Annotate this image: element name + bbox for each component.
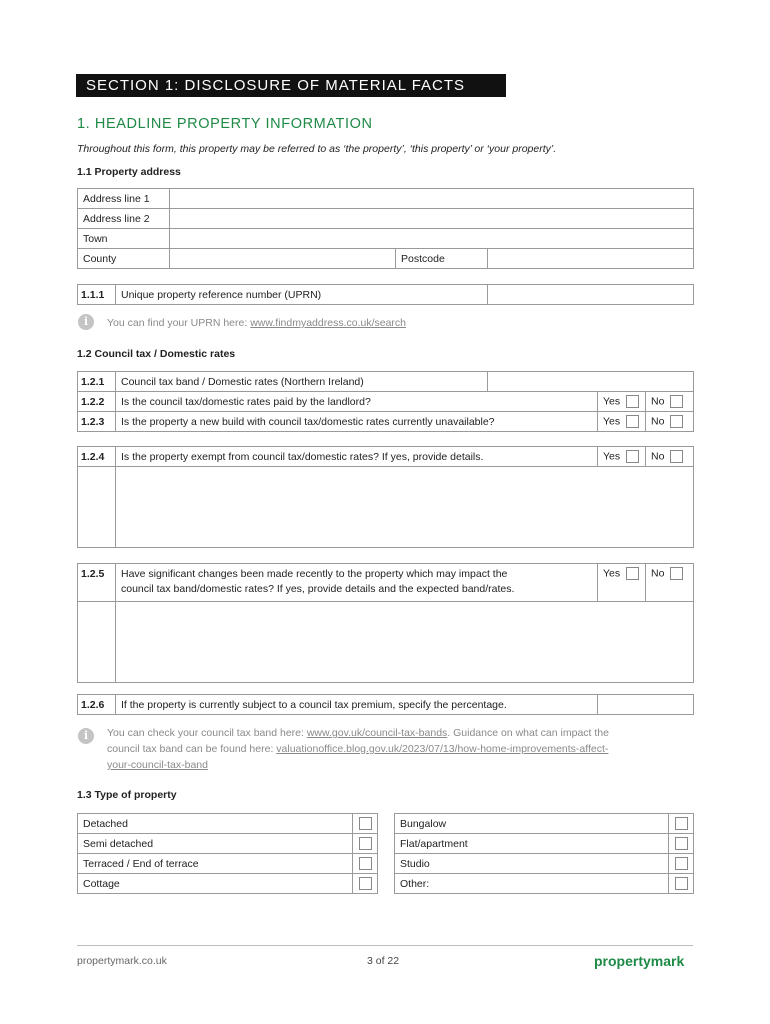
q123-no-checkbox[interactable] (670, 415, 683, 428)
property-type-right (394, 813, 694, 894)
type-flat-checkbox[interactable] (675, 837, 688, 850)
page-number: 3 of 22 (367, 955, 400, 967)
uprn-info-link[interactable]: www.findmyaddress.co.uk/search (250, 317, 407, 329)
q122-yes-checkbox[interactable] (626, 395, 639, 408)
property-type-title: 1.3 Type of property (77, 789, 177, 801)
q124-details-field[interactable] (116, 467, 694, 548)
q125-no-checkbox[interactable] (670, 567, 683, 580)
uprn-label: Unique property reference number (UPRN) (116, 285, 488, 305)
type-terraced-checkbox[interactable] (359, 857, 372, 870)
footer-divider (77, 945, 693, 946)
q125-no: No (646, 564, 694, 602)
property-type-left (77, 813, 378, 894)
q125-yes-checkbox[interactable] (626, 567, 639, 580)
q125-yes: Yes (598, 564, 646, 602)
council-section-title: 1.2 Council tax / Domestic rates (77, 348, 236, 360)
address-row-2 (78, 209, 694, 229)
council-tax-bands-link[interactable]: www.gov.uk/council-tax-bands (306, 727, 448, 739)
town-field[interactable] (170, 229, 694, 249)
q124-yes-checkbox[interactable] (626, 450, 639, 463)
type-terraced-label: Terraced / End of terrace (78, 854, 353, 874)
q124-yes: Yes (598, 447, 646, 467)
q124-no-checkbox[interactable] (670, 450, 683, 463)
q126-label: If the property is currently subject to a council tax premium, specify the percentage. (116, 695, 598, 715)
postcode-field[interactable] (488, 249, 694, 269)
type-bungalow-label: Bungalow (395, 814, 669, 834)
propertymark-logo: propertymark (594, 953, 685, 969)
address-line2-label: Address line 2 (78, 209, 170, 229)
type-studio-checkbox[interactable] (675, 857, 688, 870)
q121-label: Council tax band / Domestic rates (Northern Ireland) (116, 372, 488, 392)
q125-number: 1.2.5 (78, 564, 116, 602)
valuation-office-link-cont[interactable]: your-council-tax-band (107, 759, 208, 771)
type-studio-label: Studio (395, 854, 669, 874)
intro-text: Throughout this form, this property may be referred to as ‘the property’, ‘this property’ or ‘your property’. (77, 143, 557, 155)
q124-number: 1.2.4 (78, 447, 116, 467)
footer-site[interactable]: propertymark.co.uk (77, 955, 167, 967)
page-heading: 1. HEADLINE PROPERTY INFORMATION (77, 116, 373, 132)
section-banner: SECTION 1: DISCLOSURE OF MATERIAL FACTS (76, 74, 506, 97)
q122-label: Is the council tax/domestic rates paid by the landlord? (116, 392, 598, 412)
info-icon: i (78, 314, 94, 330)
q123-no: No (646, 412, 694, 432)
q123-yes: Yes (598, 412, 646, 432)
valuation-office-link[interactable]: valuationoffice.blog.gov.uk/2023/07/13/how-home-improvements-affect- (276, 743, 609, 755)
q122-yes: Yes (598, 392, 646, 412)
address-table (77, 188, 694, 269)
q123-yes-checkbox[interactable] (626, 415, 639, 428)
address-row-1 (78, 189, 694, 209)
q121-field[interactable] (488, 372, 694, 392)
address-section-title: 1.1 Property address (77, 166, 181, 178)
type-bungalow-checkbox[interactable] (675, 817, 688, 830)
address-row-town (78, 229, 694, 249)
q126-table (77, 694, 694, 715)
uprn-field[interactable] (488, 285, 694, 305)
type-semi-label: Semi detached (78, 834, 353, 854)
council-info-text: You can check your council tax band here: www.gov.uk/council-tax-bands. Guidance on what can impact the council tax band can be found here: valuationoffice.blog.gov.uk/2023/07/13/how-home-improvements-affect- your-council-tax-band (107, 727, 609, 771)
address-row-county (78, 249, 694, 269)
address-line1-field[interactable] (170, 189, 694, 209)
q124-label: Is the property exempt from council tax/domestic rates? If yes, provide details. (116, 447, 598, 467)
q124-table (77, 446, 694, 548)
type-flat-label: Flat/apartment (395, 834, 669, 854)
uprn-number: 1.1.1 (78, 285, 116, 305)
q121-number: 1.2.1 (78, 372, 116, 392)
address-line2-field[interactable] (170, 209, 694, 229)
town-label: Town (78, 229, 170, 249)
uprn-info-prefix: You can find your UPRN here: (107, 317, 251, 329)
q123-label: Is the property a new build with council tax/domestic rates currently unavailable? (116, 412, 598, 432)
info-icon: i (78, 728, 94, 744)
type-semi-checkbox[interactable] (359, 837, 372, 850)
postcode-label: Postcode (396, 249, 488, 269)
q122-no-checkbox[interactable] (670, 395, 683, 408)
q126-number: 1.2.6 (78, 695, 116, 715)
q125-details-field[interactable] (116, 602, 694, 683)
address-line1-label: Address line 1 (78, 189, 170, 209)
type-detached-checkbox[interactable] (359, 817, 372, 830)
q125-table (77, 563, 694, 683)
q126-field[interactable] (598, 695, 694, 715)
uprn-info-text (107, 315, 406, 331)
type-cottage-label: Cottage (78, 874, 353, 894)
county-field[interactable] (170, 249, 396, 269)
q125-label: Have significant changes been made recently to the property which may impact the council tax band/domestic rates? If yes, provide details and the expected band/rates. (116, 564, 598, 602)
q123-number: 1.2.3 (78, 412, 116, 432)
q122-no: No (646, 392, 694, 412)
q124-no: No (646, 447, 694, 467)
type-other-checkbox[interactable] (675, 877, 688, 890)
q122-number: 1.2.2 (78, 392, 116, 412)
type-detached-label: Detached (78, 814, 353, 834)
uprn-table (77, 284, 694, 305)
type-other-label[interactable]: Other: (395, 874, 669, 894)
council-table (77, 371, 694, 432)
type-cottage-checkbox[interactable] (359, 877, 372, 890)
county-label: County (78, 249, 170, 269)
